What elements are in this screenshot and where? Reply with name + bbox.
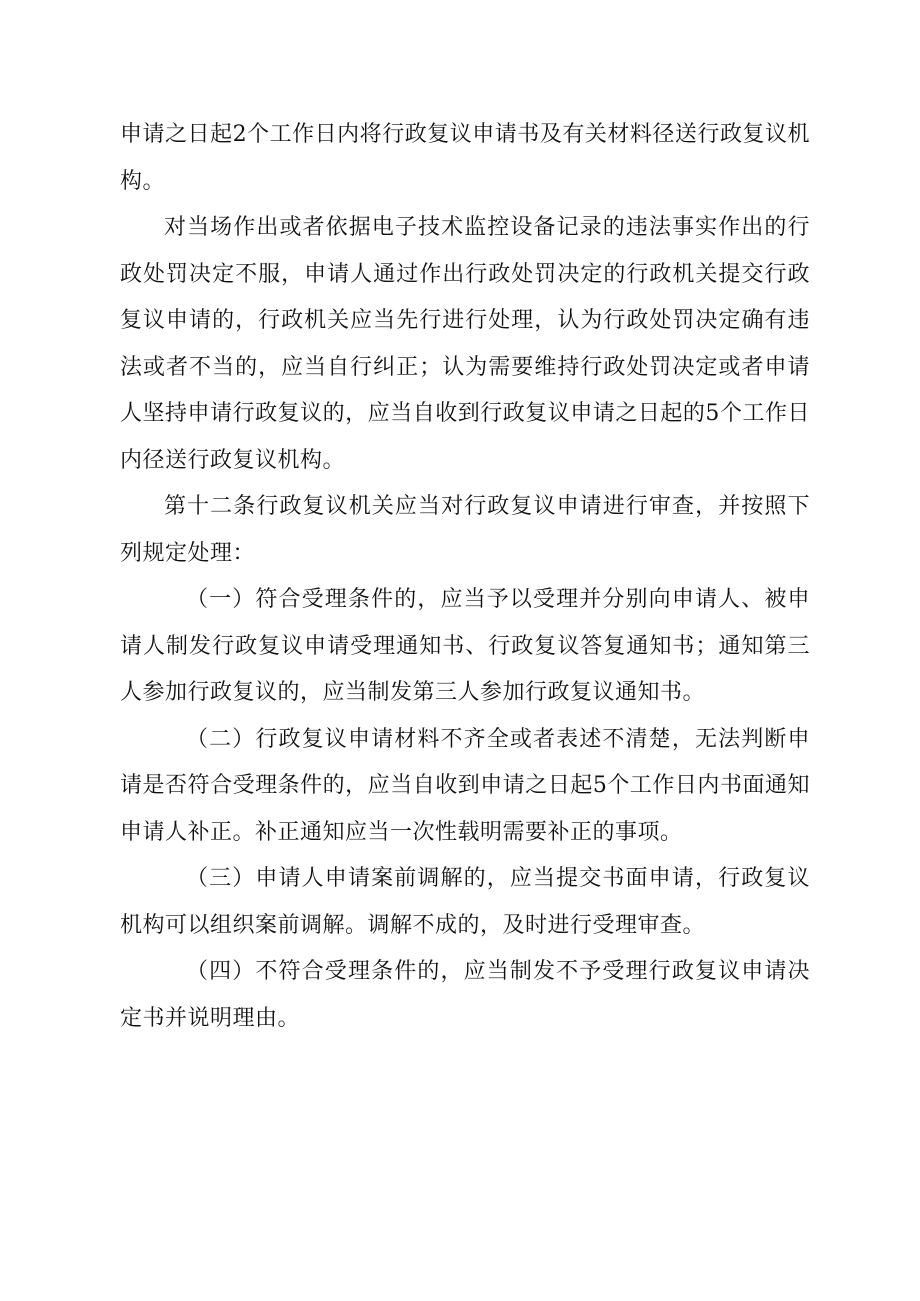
paragraph-article-12: 第十二条行政复议机关应当对行政复议申请进行审查，并按照下列规定处理：	[120, 494, 810, 566]
paragraph-item-2: （二）行政复议申请材料不齐全或者表述不清楚，无法判断申请是否符合受理条件的，应当自收到申请之日起5个工作日内书面通知申请人补正。补正通知应当一次性载明需要补正的事项。	[120, 726, 810, 845]
document-body	[120, 112, 810, 1042]
paragraph-on-site-penalty: 对当场作出或者依据电子技术监控设备记录的违法事实作出的行政处罚决定不服，申请人通过作出行政处罚决定的行政机关提交行政复议申请的，行政机关应当先行进行处理，认为行政处罚决定确有违法或者不当的，应当自行纠正；认为需要维持行政处罚决定或者申请人坚持申请行政复议的，应当自收到行政复议申请之日起的5个工作日内径送行政复议机构。	[120, 215, 810, 473]
paragraph-item-1: （一）符合受理条件的，应当予以受理并分别向申请人、被申请人制发行政复议申请受理通知书、行政复议答复通知书；通知第三人参加行政复议的，应当制发第三人参加行政复议通知书。	[120, 587, 810, 705]
paragraph-item-4: （四）不符合受理条件的，应当制发不予受理行政复议申请决定书并说明理由。	[120, 959, 810, 1031]
paragraph-continuation: 申请之日起2个工作日内将行政复议申请书及有关材料径送行政复议机构。	[120, 122, 810, 194]
paragraph-item-3: （三）申请人申请案前调解的，应当提交书面申请，行政复议机构可以组织案前调解。调解不成的，及时进行受理审查。	[120, 866, 810, 938]
